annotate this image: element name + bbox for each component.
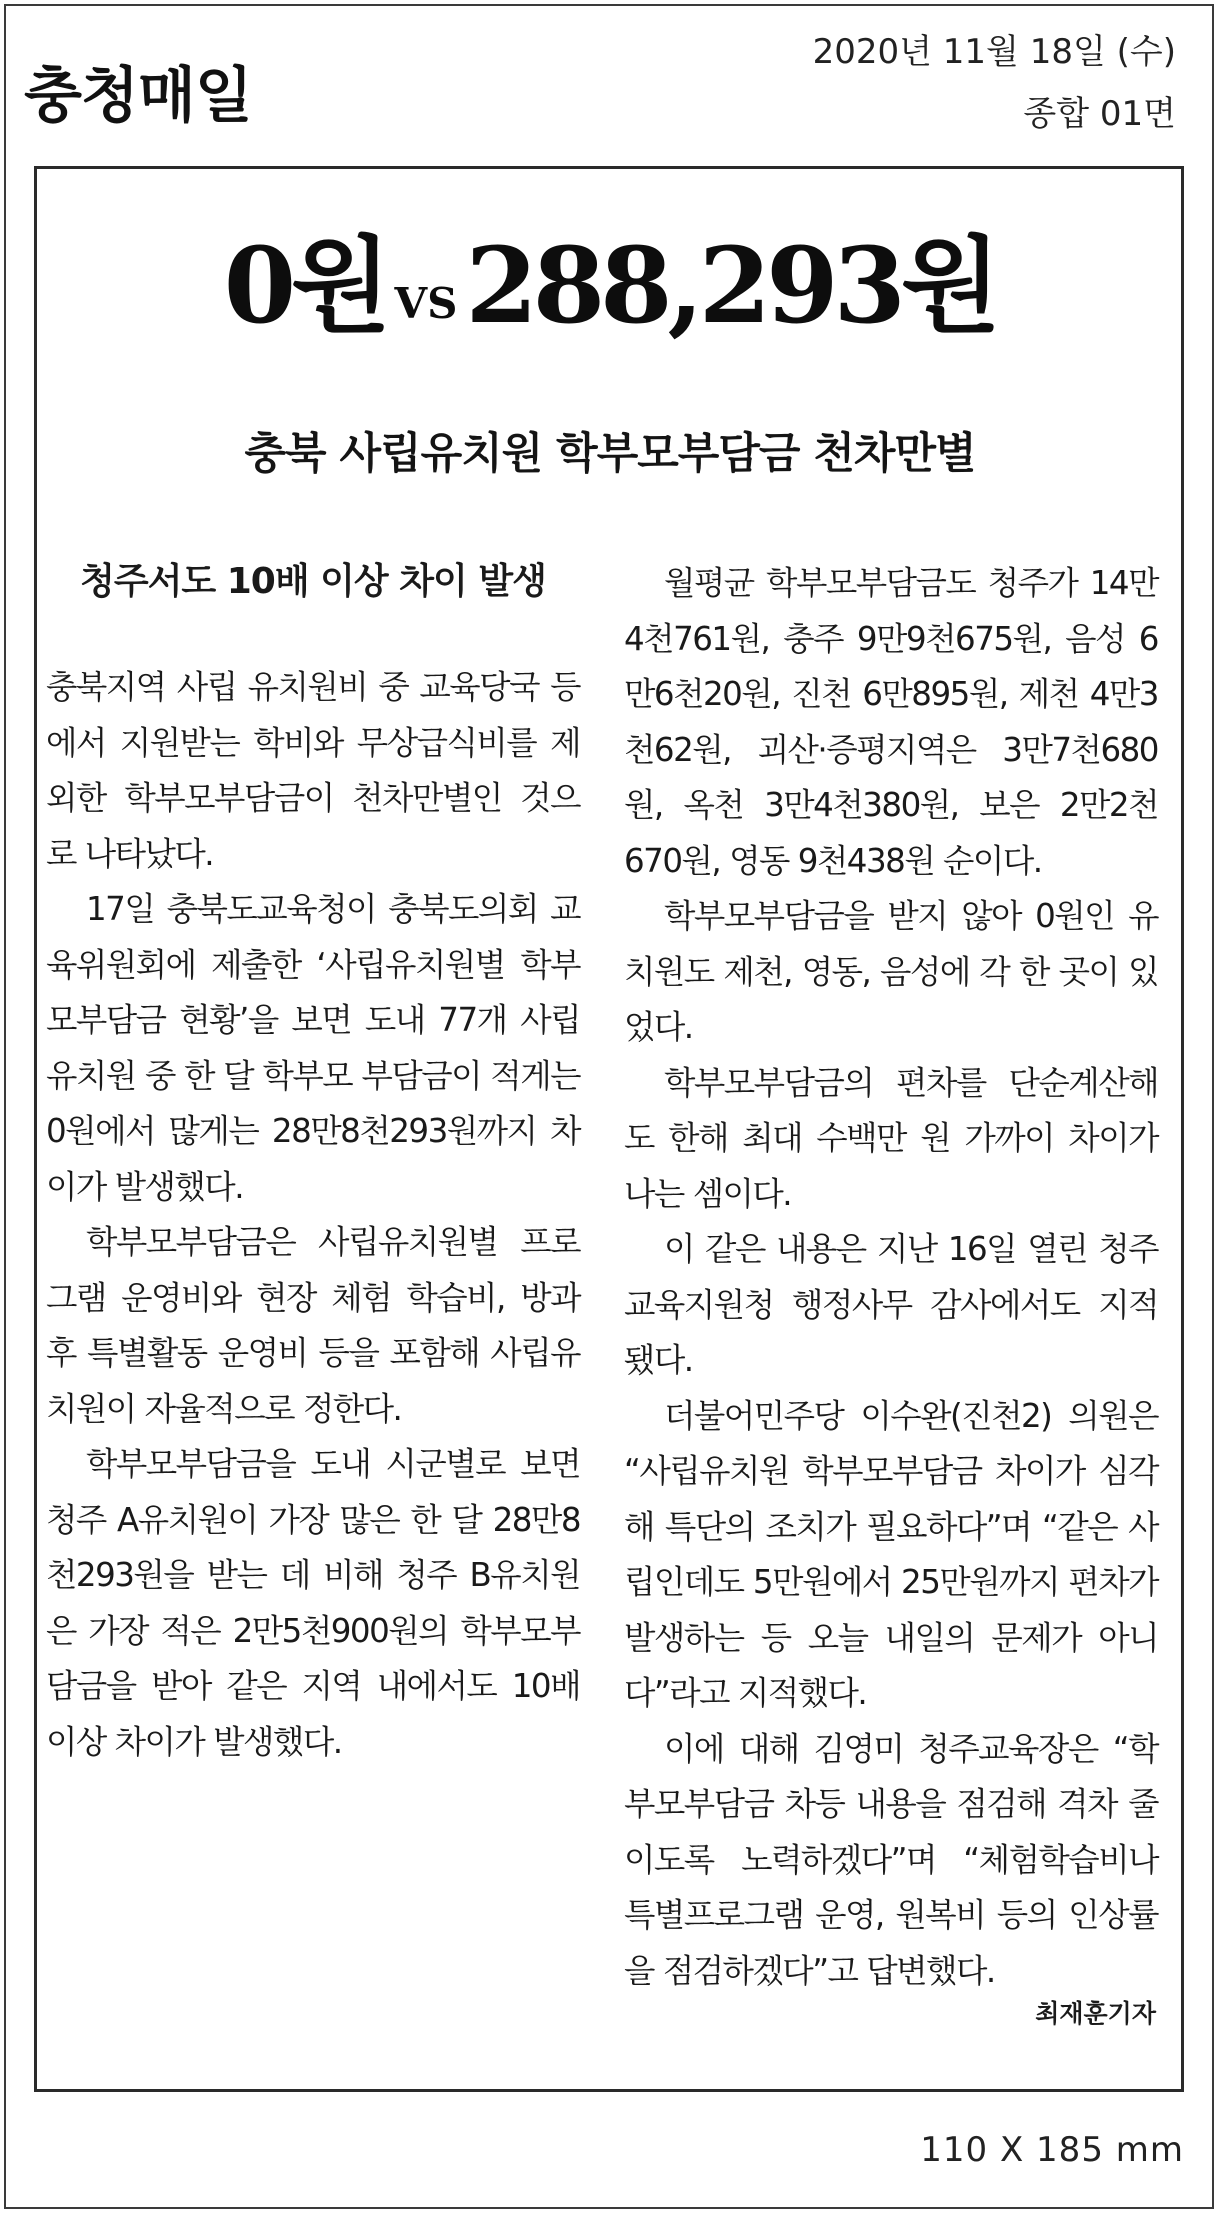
kicker: 청주서도 10배 이상 차이 발생 xyxy=(80,561,546,602)
headline-left: 0원 xyxy=(223,224,387,347)
article-column-right xyxy=(624,556,1158,1999)
article-paragraph: 이 같은 내용은 지난 16일 열린 청주교육지원청 행정사무 감사에서도 지적됐다. xyxy=(624,1230,1158,1379)
byline: 최재훈기자 xyxy=(1035,1999,1156,2028)
article-paragraph: 17일 충북도교육청이 충북도의회 교육위원회에 제출한 ‘사립유치원별 학부모부담금 현황’을 보면 도내 77개 사립유치원 중 한 달 학부모 부담금이 적게는 0원에서 많게는 28만8천293원까지 차이가 발생했다. xyxy=(46,890,580,1206)
headline-vs: VS xyxy=(394,279,458,328)
article-column-left xyxy=(46,556,580,1770)
subheadline: 충북 사립유치원 학부모부담금 천차만별 xyxy=(244,429,976,479)
newspaper-masthead: 충청매일 xyxy=(24,61,252,131)
clip-size: 110 X 185 mm xyxy=(920,2130,1184,2170)
article-paragraph: 이에 대해 김영미 청주교육장은 “학부모부담금 차등 내용을 점검해 격차 줄이도록 노력하겠다”며 “체험학습비나 특별프로그램 운영, 원복비 등의 인상률을 점검하겠다”고 답변했다. xyxy=(624,1729,1158,1990)
article-paragraph: 학부모부담금은 사립유치원별 프로그램 운영비와 현장 체험 학습비, 방과 후 특별활동 운영비 등을 포함해 사립유치원이 자율적으로 정한다. xyxy=(46,1223,580,1428)
article-paragraph: 학부모부담금을 받지 않아 0원인 유치원도 제천, 영동, 음성에 각 한 곳이 있었다. xyxy=(624,897,1158,1046)
article-paragraph: 더불어민주당 이수완(진천2) 의원은 “사립유치원 학부모부담금 차이가 심각해 특단의 조치가 필요하다”며 “같은 사립인데도 5만원에서 25만원까지 편차가 발생하는 등 오늘 내일의 문제가 아니다”라고 지적했다. xyxy=(624,1396,1158,1712)
headline-right: 288,293원 xyxy=(465,224,997,347)
article-paragraph: 학부모부담금의 편차를 단순계산해도 한해 최대 수백만 원 가까이 차이가 나는 셈이다. xyxy=(624,1063,1158,1213)
section-page: 종합 01면 xyxy=(1023,94,1176,134)
article-paragraph: 학부모부담금을 도내 시군별로 보면 청주 A유치원이 가장 많은 한 달 28만8천293원을 받는 데 비해 청주 B유치원은 가장 적은 2만5천900원의 학부모부담금을 받아 같은 지역 내에서도 10배 이상 차이가 발생했다. xyxy=(46,1445,580,1761)
article-paragraph: 월평균 학부모부담금도 청주가 14만4천761원, 충주 9만9천675원, 음성 6만6천20원, 진천 6만895원, 제천 4만3천62원, 괴산·증평지역은 3만7천680원, 옥천 3만4천380원, 보은 2만2천670원, 영동 9천438원 순이다. xyxy=(624,564,1158,880)
article-paragraph: 충북지역 사립 유치원비 중 교육당국 등에서 지원받는 학비와 무상급식비를 제외한 학부모부담금이 천차만별인 것으로 나타났다. xyxy=(46,668,580,873)
publication-date: 2020년 11월 18일 (수) xyxy=(812,32,1176,72)
headline xyxy=(0,224,1220,347)
